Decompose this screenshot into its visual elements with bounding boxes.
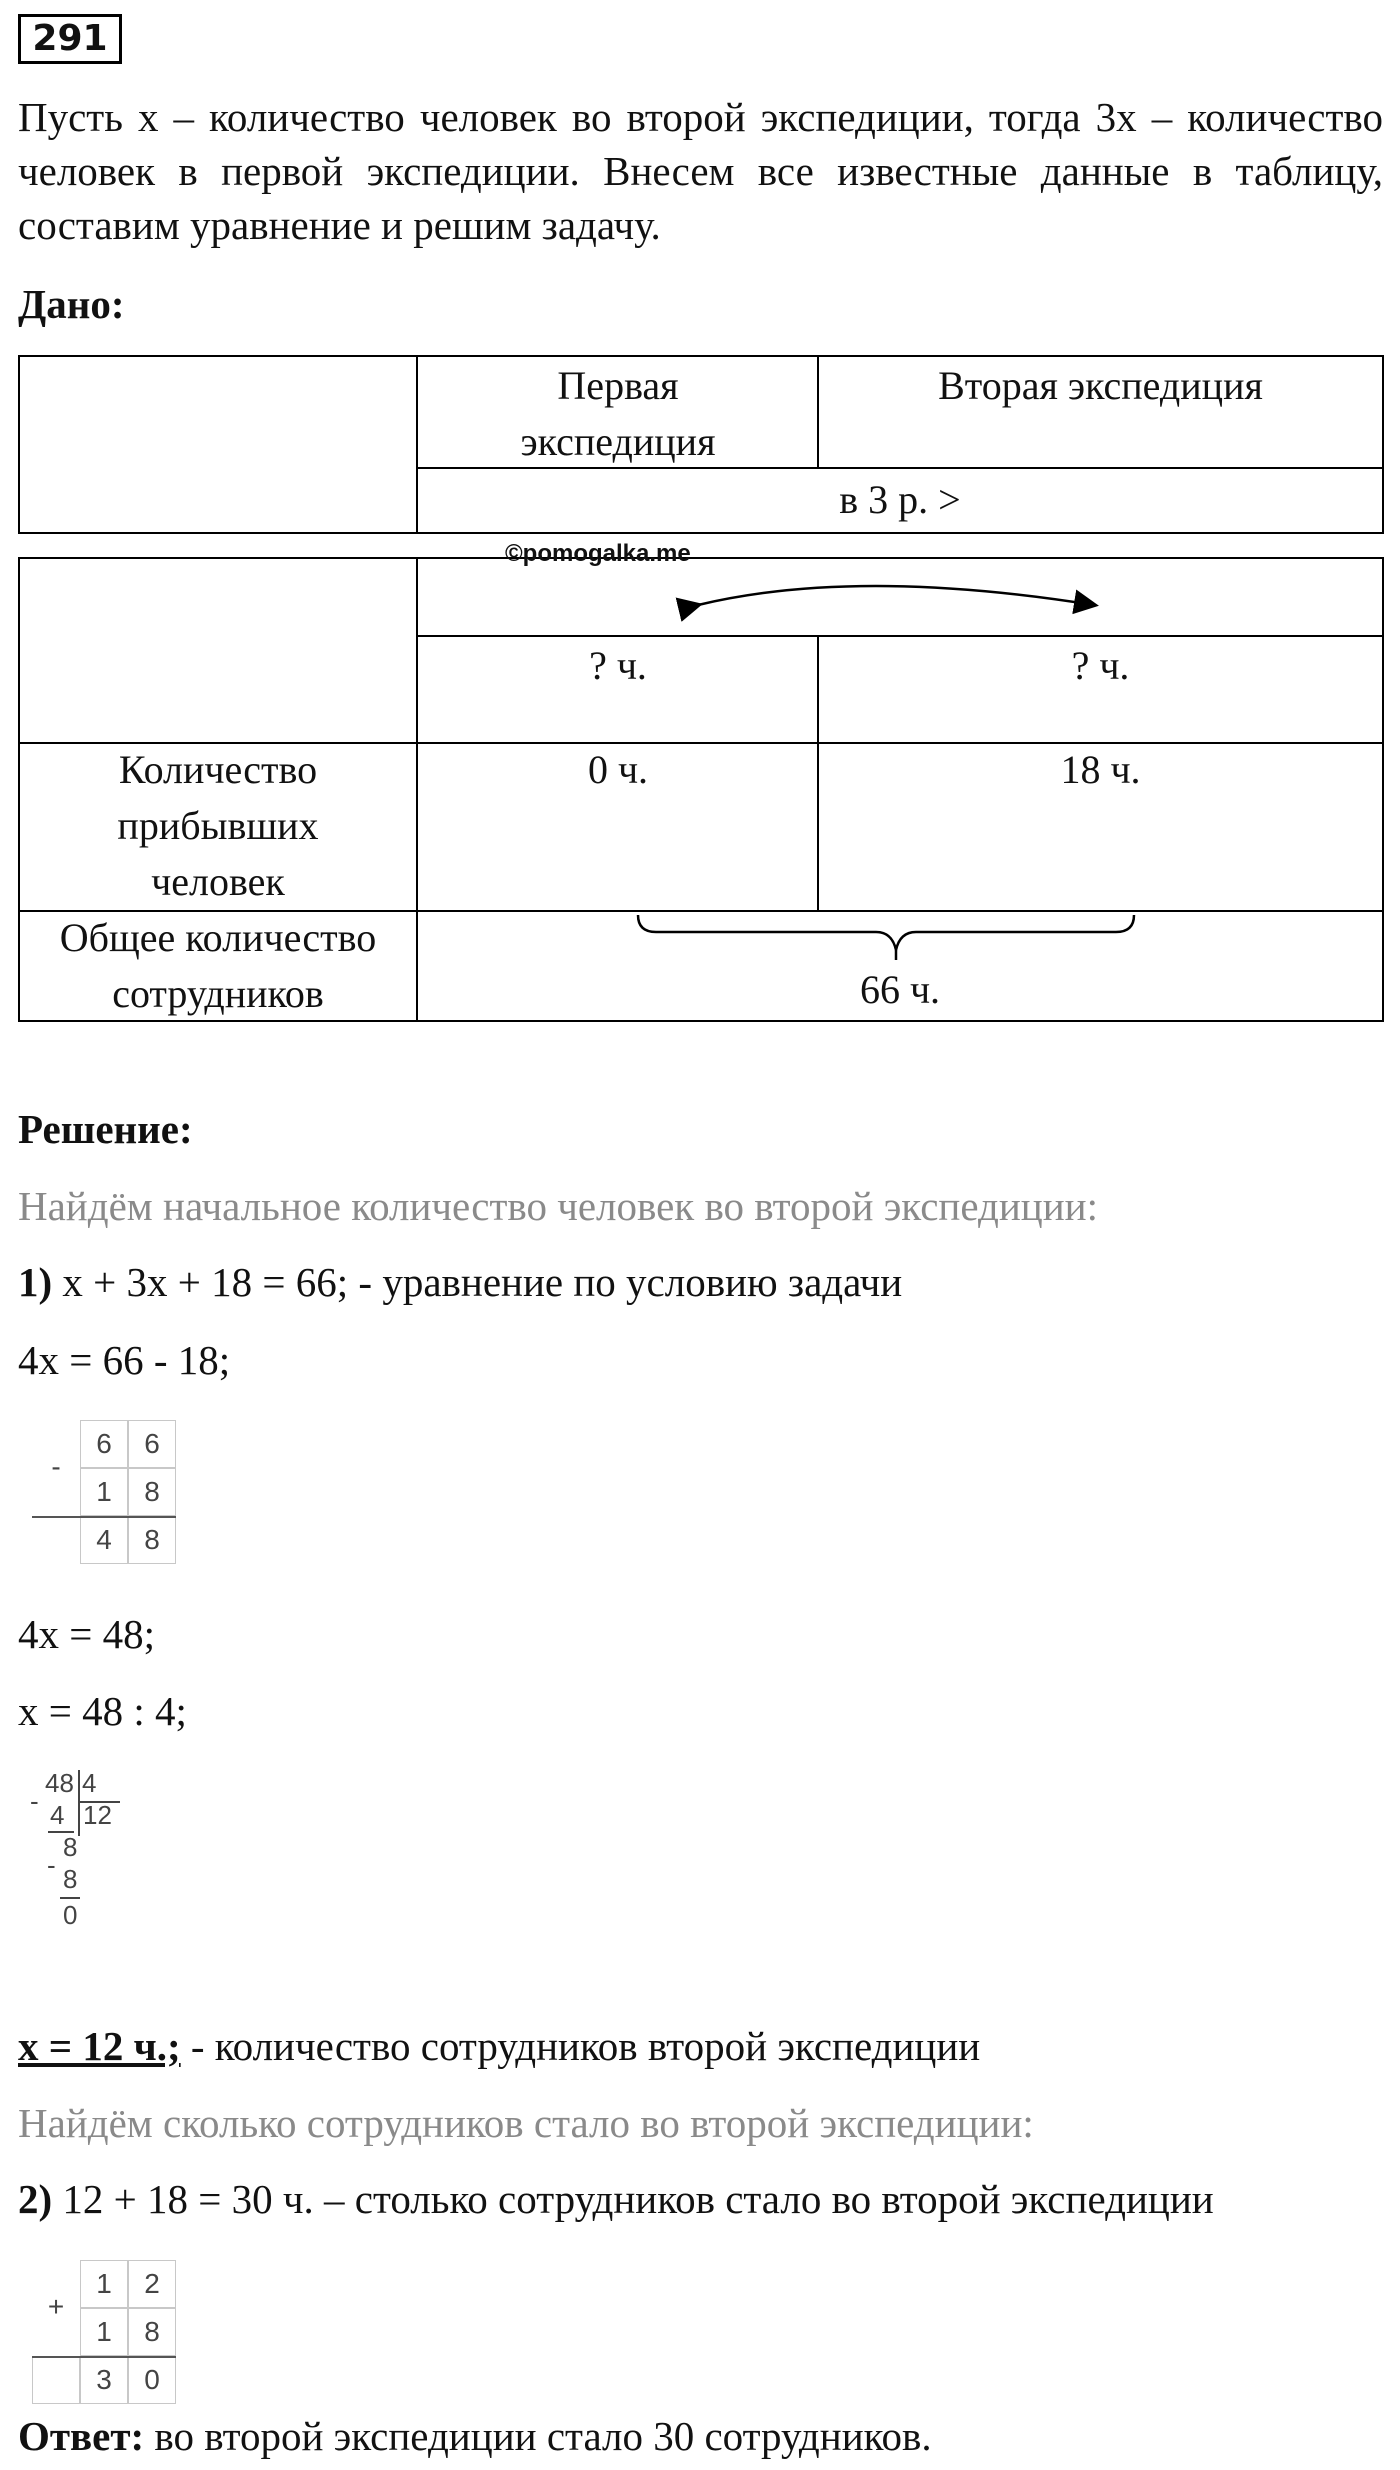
answer-label: Ответ:	[18, 2413, 145, 2459]
equation-3: х = 48 : 4;	[18, 1688, 187, 1734]
table2-q1: ? ч.	[589, 643, 647, 688]
div-sub1: 4	[50, 1800, 65, 1830]
add-r2-c2: 8	[128, 2308, 176, 2356]
step2-hint: Найдём сколько сотрудников стало во второй экспедиции:	[18, 2100, 1034, 2146]
solution-label: Решение:	[18, 1106, 193, 1152]
task-number: 291	[18, 14, 122, 64]
sub-op: -	[51, 1451, 61, 1482]
div-dividend: 48	[45, 1768, 74, 1798]
div-rem2: 0	[63, 1900, 78, 1930]
step2-line	[18, 2173, 1214, 2226]
add-res-c2: 0	[128, 2356, 176, 2404]
add-empty	[32, 2356, 80, 2404]
addition-calc	[32, 2260, 182, 2410]
result-1-line	[18, 2020, 980, 2073]
subtraction-calc	[32, 1420, 182, 1570]
table1-col2-label: Вторая экспедиция	[938, 363, 1263, 408]
division-calc	[30, 1768, 150, 1988]
table1-col1-label: Первая экспедиция	[520, 363, 716, 464]
brace-icon	[416, 910, 1384, 970]
div-rem1: 8	[63, 1832, 78, 1862]
table2-empty-cell	[18, 557, 418, 744]
table2-row1-v1: 0 ч.	[587, 747, 649, 792]
sub-r2-c1: 1	[80, 1468, 128, 1516]
div-minus-2: -	[47, 1850, 56, 1880]
table1-relation: в 3 р. >	[839, 477, 961, 522]
add-r2-c1: 1	[80, 2308, 128, 2356]
division-lines	[30, 1768, 150, 1938]
equation-2: 4х = 48;	[18, 1611, 156, 1657]
intro-paragraph: Пусть х – количество человек во второй экспедиции, тогда 3х – количество человек в первой экспедиции. Внесем все известные данные в таблицу, составим уравнение и решим задачу.	[18, 94, 1383, 248]
add-op: +	[47, 2291, 65, 2322]
step1-hint: Найдём начальное количество человек во второй экспедиции:	[18, 1183, 1099, 1229]
table2-q2: ? ч.	[1071, 643, 1130, 688]
step1-number: 1)	[18, 1259, 53, 1305]
add-res-c1: 3	[80, 2356, 128, 2404]
table2-row2-label: Общее количество сотрудников	[59, 915, 377, 1016]
result-1-text: - количество сотрудников второй экспедиции	[180, 2023, 981, 2069]
table1-empty-cell	[18, 355, 418, 534]
add-divider	[32, 2356, 176, 2358]
add-r1-c2: 2	[128, 2260, 176, 2308]
step2-equation: 12 + 18 = 30 ч. – столько сотрудников стало во второй экспедиции	[52, 2176, 1214, 2222]
table2-row1-label: Количество прибывших человек	[117, 747, 319, 904]
div-minus-1: -	[30, 1786, 39, 1816]
sub-r1-c1: 6	[80, 1420, 128, 1468]
given-label: Дано:	[18, 281, 125, 327]
step1-line	[18, 1256, 902, 1309]
result-1-value: х = 12 ч.;	[18, 2023, 181, 2069]
sub-res-c2: 8	[128, 1516, 176, 1564]
sub-res-c1: 4	[80, 1516, 128, 1564]
equation-1: 4х = 66 - 18;	[18, 1337, 231, 1383]
div-divisor: 4	[82, 1768, 97, 1798]
sub-divider	[32, 1516, 176, 1518]
sub-r1-c2: 6	[128, 1420, 176, 1468]
table2-row2-total: 66 ч.	[859, 967, 941, 1012]
table2-row1-v2: 18 ч.	[1060, 747, 1141, 792]
step2-number: 2)	[18, 2176, 53, 2222]
step1-equation: х + 3х + 18 = 66; - уравнение по условию задачи	[52, 1259, 903, 1305]
sub-r2-c2: 8	[128, 1468, 176, 1516]
add-r1-c1: 1	[80, 2260, 128, 2308]
watermark: ©pomogalka.me	[505, 540, 691, 567]
div-sub2: 8	[63, 1864, 78, 1894]
answer-line	[18, 2410, 932, 2463]
div-quotient: 12	[83, 1800, 112, 1830]
double-arrow-icon	[416, 557, 1384, 637]
answer-text: во второй экспедиции стало 30 сотрудников.	[144, 2413, 932, 2459]
